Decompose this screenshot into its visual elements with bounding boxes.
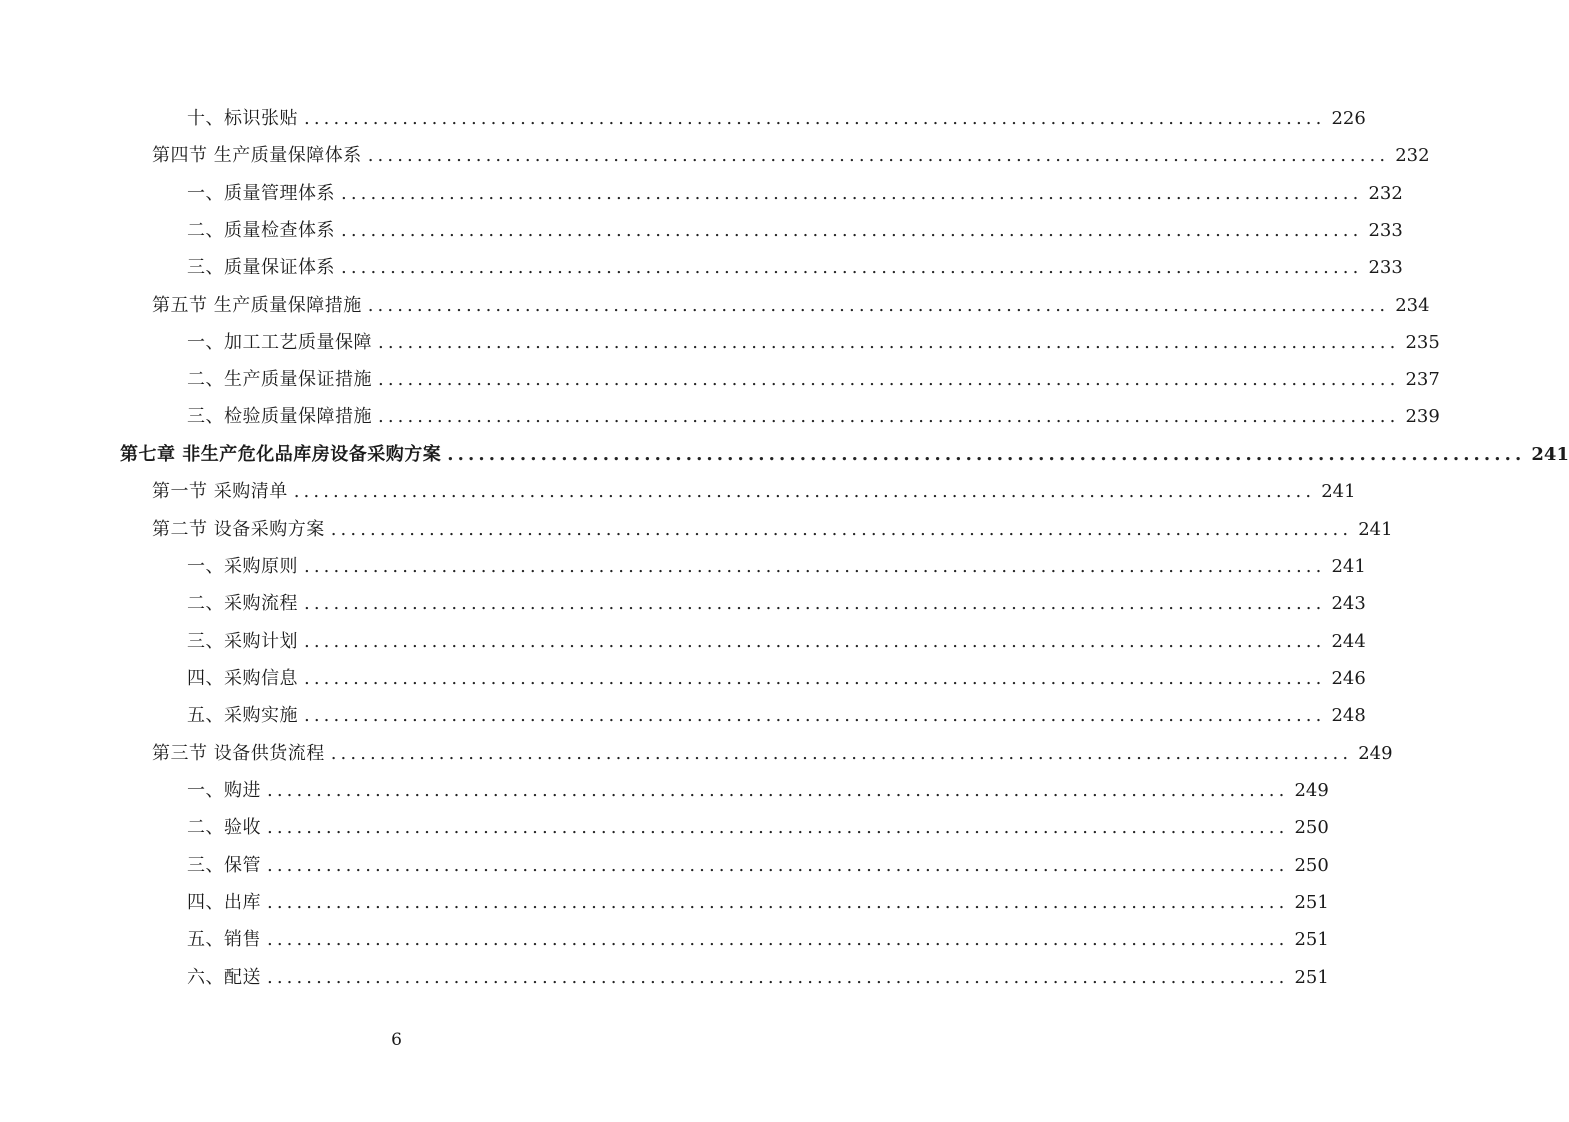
toc-entry-title: 第二节 设备采购方案	[152, 519, 325, 540]
toc-entry[interactable]	[187, 921, 1329, 958]
toc-entry[interactable]	[187, 212, 1403, 249]
toc-entry-title: 六、配送	[187, 967, 261, 988]
dot-leader: ........................................................................................................	[341, 257, 1363, 278]
toc-entry-page: 226	[1331, 108, 1366, 129]
toc-entry[interactable]	[187, 959, 1329, 996]
toc-entry-title: 二、质量检查体系	[187, 220, 335, 241]
toc-entry-title: 五、采购实施	[187, 705, 298, 726]
toc-entry-title: 三、检验质量保障措施	[187, 406, 372, 427]
toc-entry-title: 第四节 生产质量保障体系	[152, 145, 362, 166]
toc-entry-page: 251	[1294, 929, 1329, 950]
toc-entry-title: 二、采购流程	[187, 593, 298, 614]
toc-entry[interactable]	[152, 735, 1393, 772]
dot-leader: ........................................................................................................	[267, 817, 1289, 838]
dot-leader: ........................................................................................................	[304, 705, 1326, 726]
dot-leader: ........................................................................................................	[293, 481, 1316, 502]
toc-entry-title: 第三节 设备供货流程	[152, 743, 325, 764]
toc-entry[interactable]	[152, 287, 1430, 324]
toc-entry[interactable]	[152, 137, 1430, 174]
toc-entry-title: 三、采购计划	[187, 631, 298, 652]
dot-leader: ........................................................................................................	[367, 145, 1390, 166]
toc-chapter-entry[interactable]	[120, 436, 1569, 473]
toc-entry-page: 249	[1358, 743, 1393, 764]
toc-entry[interactable]	[187, 772, 1329, 809]
dot-leader: ........................................................................................................	[304, 631, 1326, 652]
toc-entry-page: 241	[1358, 519, 1393, 540]
dot-leader: ........................................................................................................	[304, 593, 1326, 614]
toc-entry-page: 246	[1331, 668, 1366, 689]
toc-entry-page: 233	[1368, 257, 1403, 278]
toc-entry[interactable]	[152, 473, 1356, 510]
dot-leader: ........................................................................................................	[330, 519, 1353, 540]
toc-entry-page: 251	[1294, 967, 1329, 988]
toc-entry[interactable]	[187, 697, 1366, 734]
dot-leader: ........................................................................................................	[304, 108, 1326, 129]
toc-entry[interactable]	[187, 585, 1366, 622]
dot-leader: ........................................................................................................	[330, 743, 1353, 764]
toc-entry[interactable]	[187, 809, 1329, 846]
toc-entry[interactable]	[187, 175, 1403, 212]
dot-leader: ........................................................................................................	[447, 444, 1526, 465]
toc-entry[interactable]	[187, 660, 1366, 697]
toc-entry-page: 237	[1405, 369, 1440, 390]
toc-entry[interactable]	[187, 623, 1366, 660]
toc-entry[interactable]	[152, 511, 1393, 548]
dot-leader: ........................................................................................................	[378, 332, 1400, 353]
toc-entry-title: 二、生产质量保证措施	[187, 369, 372, 390]
toc-entry-title: 第五节 生产质量保障措施	[152, 295, 362, 316]
toc-entry-title: 四、出库	[187, 892, 261, 913]
dot-leader: ........................................................................................................	[378, 406, 1400, 427]
toc-entry-page: 251	[1294, 892, 1329, 913]
toc-entry[interactable]	[187, 548, 1366, 585]
dot-leader: ........................................................................................................	[341, 220, 1363, 241]
toc-entry-page: 250	[1294, 855, 1329, 876]
toc-entry-page: 232	[1395, 145, 1430, 166]
toc-entry-title: 第一节 采购清单	[152, 481, 288, 502]
toc-entry-title: 二、验收	[187, 817, 261, 838]
toc-entry-page: 249	[1294, 780, 1329, 801]
toc-entry-title: 十、标识张贴	[187, 108, 298, 129]
dot-leader: ........................................................................................................	[378, 369, 1400, 390]
dot-leader: ........................................................................................................	[304, 668, 1326, 689]
toc-entry-title: 一、采购原则	[187, 556, 298, 577]
toc-entry-title: 五、销售	[187, 929, 261, 950]
dot-leader: ........................................................................................................	[267, 780, 1289, 801]
toc-entry-title: 第七章 非生产危化品库房设备采购方案	[120, 444, 442, 465]
toc-entry-page: 241	[1331, 556, 1366, 577]
toc-entry[interactable]	[187, 361, 1440, 398]
toc-entry-page: 234	[1395, 295, 1430, 316]
toc-entry-title: 三、质量保证体系	[187, 257, 335, 278]
toc-entry[interactable]	[187, 398, 1440, 435]
toc-entry[interactable]	[187, 884, 1329, 921]
toc-entry-page: 248	[1331, 705, 1366, 726]
toc-entry[interactable]	[187, 249, 1403, 286]
dot-leader: ........................................................................................................	[267, 855, 1289, 876]
toc-entry[interactable]	[187, 100, 1366, 137]
dot-leader: ........................................................................................................	[367, 295, 1390, 316]
page-number: 6	[391, 1030, 402, 1050]
toc-entry-page: 244	[1331, 631, 1366, 652]
toc-entry[interactable]	[187, 847, 1329, 884]
toc-entry-page: 239	[1405, 406, 1440, 427]
toc-entry-page: 241	[1531, 444, 1569, 465]
toc-entry-title: 一、质量管理体系	[187, 183, 335, 204]
toc-entry[interactable]	[187, 324, 1440, 361]
dot-leader: ........................................................................................................	[267, 967, 1289, 988]
dot-leader: ........................................................................................................	[267, 929, 1289, 950]
toc-entry-title: 一、加工工艺质量保障	[187, 332, 372, 353]
dot-leader: ........................................................................................................	[341, 183, 1363, 204]
dot-leader: ........................................................................................................	[304, 556, 1326, 577]
toc-entry-page: 235	[1405, 332, 1440, 353]
toc-entry-page: 241	[1321, 481, 1356, 502]
toc-entry-title: 一、购进	[187, 780, 261, 801]
toc-entry-title: 四、采购信息	[187, 668, 298, 689]
toc-entry-title: 三、保管	[187, 855, 261, 876]
dot-leader: ........................................................................................................	[267, 892, 1289, 913]
toc-entry-page: 250	[1294, 817, 1329, 838]
toc-entry-page: 233	[1368, 220, 1403, 241]
toc-entry-page: 232	[1368, 183, 1403, 204]
toc-entry-page: 243	[1331, 593, 1366, 614]
